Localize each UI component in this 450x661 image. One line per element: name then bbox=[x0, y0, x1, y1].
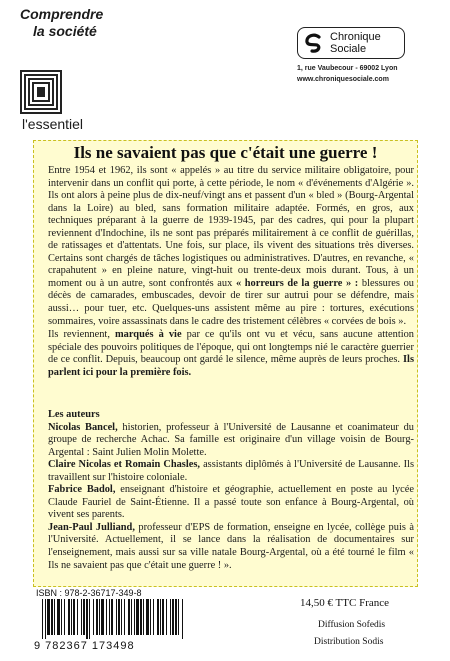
book-title: Ils ne savaient pas que c'était une guerre ! bbox=[73, 143, 378, 162]
barcode-bar bbox=[61, 599, 62, 635]
publisher-logo bbox=[297, 27, 405, 59]
barcode-bar bbox=[131, 599, 132, 635]
barcode-bar bbox=[47, 599, 50, 635]
series-logo-icon bbox=[20, 70, 62, 114]
barcode-bar bbox=[101, 599, 104, 635]
barcode-bar bbox=[83, 599, 85, 635]
barcode-digits: 9 782367 173498 bbox=[34, 640, 135, 652]
summary-paragraph-2 bbox=[48, 329, 414, 379]
author-3-bio: enseignant d'histoire et géographie, actuellement en poste au lycée Claude Fauriel de Saint-Étienne. Il a passé toute son enfance à Bourg-Argental, où vivent ses parents. bbox=[48, 484, 414, 521]
barcode-bar bbox=[57, 599, 60, 635]
author-1-name: Nicolas Bancel, bbox=[48, 421, 118, 433]
author-2-name: Claire Nicolas et Romain Chasles, bbox=[48, 459, 200, 471]
publisher-name bbox=[330, 31, 381, 55]
publisher-contact bbox=[297, 63, 398, 85]
p2-start: Ils reviennent, bbox=[48, 329, 110, 341]
publisher-website: www.chroniquesociale.com bbox=[297, 76, 389, 83]
barcode-bar bbox=[111, 599, 113, 635]
barcode-bar bbox=[166, 599, 167, 635]
barcode-bar bbox=[160, 599, 161, 635]
barcode-bar bbox=[178, 599, 179, 635]
author-1-bio: historien, professeur à l'Université de Lausanne et coanimateur du groupe de recherche Achac. Sa famille est originaire d'un village voisin de Bourg-Argental : Saint Julien Molin Molette. bbox=[48, 421, 414, 458]
barcode-bar bbox=[140, 599, 142, 635]
barcode-bar bbox=[146, 599, 149, 635]
barcode-bar bbox=[162, 599, 164, 635]
isbn-label: ISBN : 978-2-36717-349-8 bbox=[36, 588, 142, 598]
publisher-name-line2: Sociale bbox=[330, 43, 367, 55]
distribution: Distribution Sodis bbox=[314, 637, 384, 647]
p2-bold-end: Ils parlent ici pour la première fois. bbox=[48, 354, 414, 378]
barcode-bar bbox=[64, 599, 65, 635]
barcode-bar bbox=[106, 599, 107, 635]
author-4 bbox=[48, 522, 414, 572]
barcode-bar bbox=[54, 599, 55, 635]
barcode-bar bbox=[71, 599, 72, 635]
barcode-bar bbox=[134, 599, 135, 635]
diffusion: Diffusion Sofedis bbox=[318, 620, 386, 630]
barcode-bar bbox=[89, 599, 90, 639]
author-3 bbox=[48, 484, 414, 522]
author-4-name: Jean-Paul Julliand, bbox=[48, 521, 135, 533]
barcode-bar bbox=[121, 599, 122, 635]
barcode-bar bbox=[170, 599, 171, 635]
barcode-bar bbox=[182, 599, 183, 639]
series-title bbox=[20, 6, 103, 40]
authors-heading: Les auteurs bbox=[48, 409, 100, 420]
summary-paragraph-1 bbox=[48, 165, 414, 328]
author-2-bio: assistants diplômés à l'Université de Lausanne. Ils travaillent sur l'histoire coloniale. bbox=[48, 459, 414, 483]
barcode-bar bbox=[136, 599, 139, 635]
barcode-bar bbox=[93, 599, 94, 635]
barcode-bar bbox=[116, 599, 117, 635]
barcode-bar bbox=[42, 599, 43, 639]
barcode-bar bbox=[86, 599, 88, 639]
publisher-name-line1: Chronique bbox=[330, 31, 381, 43]
series-line1: Comprendre bbox=[20, 6, 104, 22]
p2-bold: marqués à vie bbox=[115, 329, 182, 341]
barcode-bar bbox=[109, 599, 110, 635]
barcode-bar bbox=[157, 599, 159, 635]
chronique-sociale-icon bbox=[304, 33, 324, 53]
barcode-icon bbox=[40, 599, 188, 639]
barcode-bar bbox=[73, 599, 75, 635]
barcode-bar bbox=[124, 599, 125, 635]
barcode-bar bbox=[175, 599, 177, 635]
barcode-bar bbox=[153, 599, 154, 635]
barcode-bar bbox=[51, 599, 53, 635]
summary-text bbox=[48, 165, 414, 379]
barcode-bar bbox=[172, 599, 174, 635]
series-line2: la société bbox=[33, 23, 97, 39]
author-1 bbox=[48, 422, 414, 460]
barcode-bar bbox=[99, 599, 100, 635]
barcode-bar bbox=[68, 599, 70, 635]
barcode-bar bbox=[96, 599, 98, 635]
p1-text: Entre 1954 et 1962, ils sont « appelés » au titre du service militaire obligatoire, pour intervenir dans un conflit qui porte, à cette période, le nom « d'événements d'Algérie ». Ils ont alors à peine plus de dix-neuf/vingt ans et passent d'un « bled » (Bourg-Argental dans la Loire) au bled, sans formation militaire adaptée. Formés, en gros, aux techniques préparant à la guerre de 1939-1945, par des cadres, qui pour la plupart reviennent d'Indochine, ils ne sont pas préparés militairement à ce conflit de guérillas, de ratissages et d'attentats. Une fois, sur place, ils vivent des situations très diverses. Certains sont chargés de tâches logistiques ou administratives. D'autres, en revanche, « crapahutent » en pleine nature, vingt-huit ou trente-deux mois durant. Tous, à un moment ou à un autre, sont confrontés aux bbox=[48, 165, 414, 289]
barcode-bar bbox=[81, 599, 82, 635]
p1-bold: « horreurs de la guerre » : bbox=[235, 277, 359, 289]
barcode-bar bbox=[45, 599, 46, 639]
publisher-address: 1, rue Vaubecour - 69002 Lyon bbox=[297, 65, 398, 72]
barcode-bar bbox=[128, 599, 130, 635]
author-4-bio: professeur d'EPS de formation, enseigne en lycée, collège puis à l'Université. Actuellement, il se lance dans la réalisation de documentaires sur l'enseignement, mais aussi sur sa ville natale Bourg-Argental, où a été tourné le film « Ils ne savaient pas que c'était une guerre ! ». bbox=[48, 521, 414, 571]
author-2 bbox=[48, 459, 414, 484]
author-3-name: Fabrice Badol, bbox=[48, 484, 116, 496]
p2-mid: par ce qu'ils ont vu et vécu, sans aucune attention spéciale des pouvoirs politiques de l'époque, qui ont longtemps nié le caractère guerrier de ce conflit. Depuis, beaucoup ont gardé le silence, même auprès de leurs proches. bbox=[48, 329, 414, 366]
barcode-bar bbox=[77, 599, 78, 635]
barcode-bar bbox=[150, 599, 151, 635]
p1-end: blessures ou décès de camarades, embuscades, devoir de tirer sur autrui pour se défendre, mais aussi… pour tuer, etc. Quelques-uns assistent même au pire : tortures, exécutions sommaires, voire assassinats dans le cadre des tristement célèbres « corvées de bois ». bbox=[48, 277, 414, 327]
barcode-bar bbox=[143, 599, 144, 635]
barcode-bar bbox=[118, 599, 120, 635]
price: 14,50 € TTC France bbox=[300, 597, 390, 609]
series-subtitle: l'essentiel bbox=[22, 116, 84, 132]
authors-section bbox=[48, 409, 414, 572]
